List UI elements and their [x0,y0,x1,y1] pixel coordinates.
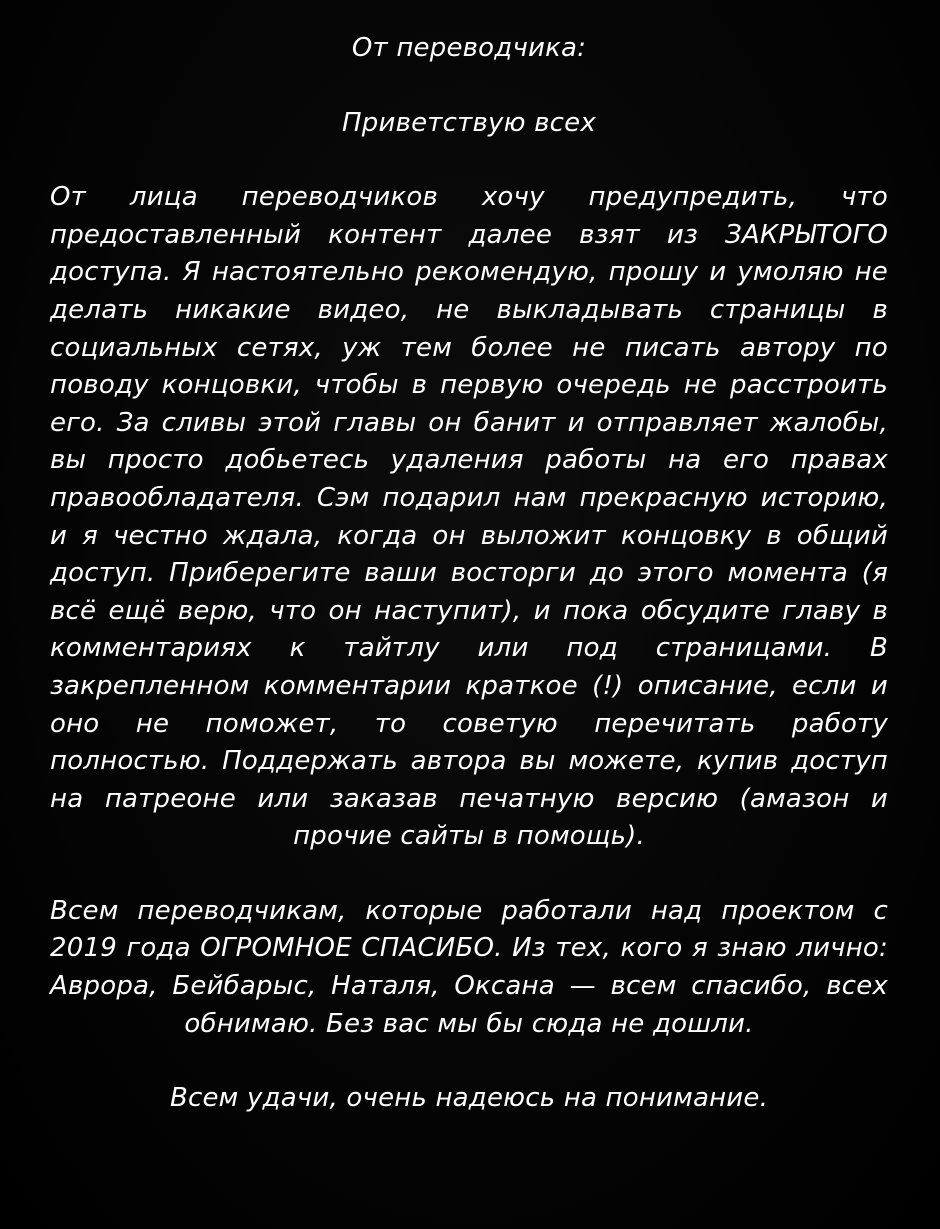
note-title: От переводчика: [351,33,587,63]
note-closing: Всем удачи, очень надеюсь на понимание. [169,1083,769,1114]
note-paragraph-warning: От лица переводчиков хочу предупредить, что предоставленный контент далее взят из ЗАКРЫТОГО доступа. Я настоятельно рекомендую, прошу и умоляю не делать никакие видео, не выкладывать страницы в социальных сетях, уж тем более не писать автору по поводу концовки, чтобы в первую очередь не расстроить его. За сливы этой главы он банит и отправляет жалобы, вы просто добьетесь удаления работы на его правах правообладателя. Сэм подарил нам прекрасную историю, и я честно ждала, когда он выложит концовку в общий доступ. Приберегите ваши восторги до этого момента (я всё ещё верю, что он наступит), и пока обсудите главу в комментариях к тайтлу или под страницами. В закрепленном комментарии краткое (!) описание, если и оно не поможет, то советую перечитать работу полностью. Поддержать автора вы можете, купив доступ на патреоне или заказав печатную версию (амазон и прочие сайты в помощь). [50,182,888,852]
note-greeting: Приветствую всех [342,107,596,138]
translator-note [50,30,888,1118]
note-paragraph-thanks: Всем переводчикам, которые работали над проектом с 2019 года ОГРОМНОЕ СПАСИБО. Из тех, кого я знаю лично: Аврора, Бейбарыс, Наталя, Оксана — всем спасибо, всех обнимаю. Без вас мы бы сюда не дошли. [50,895,888,1039]
